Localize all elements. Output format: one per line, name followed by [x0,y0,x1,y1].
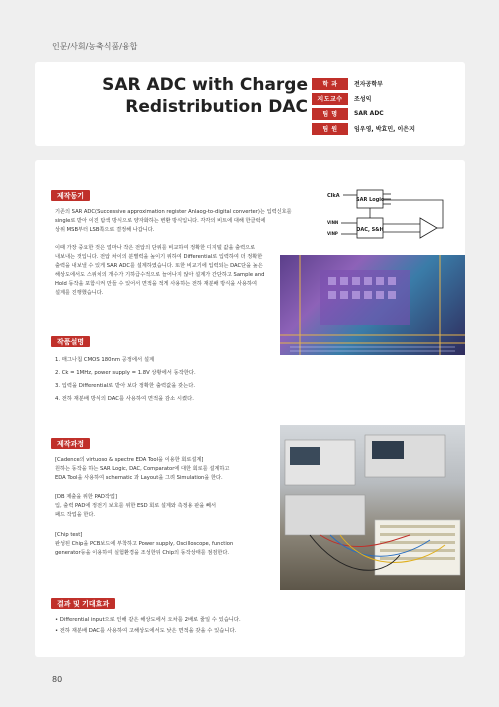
spec-item: 2. Ck = 1MHz, power supply = 1.8V 상황에서 동작한다. [55,370,196,376]
info-value: 전자공학부 [354,81,383,88]
info-key: 지도교수 [312,93,348,105]
result-item: • Differential input으로 인해 같은 해상도에서 오차를 2배로 줄일 수 있습니다. [55,617,241,623]
text-line: 이때 가장 중요한 것은 얼마나 작은 전압의 단위를 비교하여 정확한 디지털 값을 출력으로 [55,245,256,251]
vinp-label: VINP [327,231,338,236]
text-line: [DB 제출을 위한 PAD작업] [55,494,117,500]
info-row-department [312,77,462,90]
spec-item: 1. 매그나칩 CMOS 180nm 공정에서 설계 [55,357,155,363]
info-row-members [312,122,462,135]
text-line: Hold 동작을 포함시켜 만들 수 있어서 면적을 적게 사용하는 전하 재분배 방식을 사용하여 [55,281,257,287]
text-line: 내보내는 것입니다. 전압 차이의 분별력을 높이기 위하여 Differential로 입력하여 더 정확한 [55,254,263,260]
lab-setup-photo [280,425,465,590]
chip-layout-image [280,255,465,355]
info-key: 팀 원 [312,123,348,135]
text-line: [Cadence의 virtuoso & spectre EDA Tool을 이용한 회로설계] [55,457,204,463]
text-line: EDA Tool을 사용하여 schematic 과 Layout을 그려 Simulation을 한다. [55,475,223,481]
text-line: 설계를 진행했습니다. [55,290,104,296]
page-number: 80 [52,675,63,684]
header-card [35,62,465,146]
category-label: 인문/사회/농축식품/융합 [52,42,138,51]
section-heading-motivation: 제작동기 [51,190,90,201]
section-heading-results: 결과 및 기대효과 [51,598,115,609]
info-key: 팀 명 [312,108,348,120]
section-heading-spec: 작품설명 [51,336,90,347]
clock-label: ClkA [327,193,340,199]
text-line: generator등을 이용하여 실험환경을 조성한뒤 Chip의 동작상태를 점검한다. [55,550,230,556]
text-line: 출력을 내보낼 수 있게 SAR ADC를 설계하였습니다. 또한 비교기에 입력되는 DAC단을 높은 [55,263,263,269]
process-block-pad [55,493,275,520]
info-value: 조성익 [354,96,372,103]
text-line: 입, 출력 PAD에 정전기 보호를 위한 ESD 회로 설계와 측정용 판을 빼서 [55,503,216,509]
text-line: single로 받아 이진 탐색 방식으로 양자화하는 변환 방식입니다. 각각의 비트에 대해 한클럭에 [55,218,266,224]
sar-logic-label: SAR Logic [356,197,384,203]
text-line: 완성된 Chip을 PCB보드에 부착하고 Power supply, Oscilloscope, function [55,541,234,547]
text-line: 패드 작업을 한다. [55,512,96,518]
lab-photo-illustration [280,425,465,590]
section-heading-process: 제작과정 [51,438,90,449]
motivation-paragraph-1 [55,208,340,235]
text-line: 원하는 동작을 하는 SAR Logic, DAC, Comparator에 대한 회로를 설계하고 [55,466,230,472]
info-row-advisor [312,92,462,105]
page-title [102,74,308,118]
info-table [312,77,462,137]
vinn-label: VINN [327,220,339,225]
info-row-team-name [312,107,462,120]
info-key: 학 과 [312,78,348,90]
result-item: • 전하 재분배 DAC를 사용하여 고해상도에서도 낮은 면적을 갖을 수 있습니다. [55,628,237,634]
title-line-2: Redistribution DAC [125,97,308,117]
spec-item: 3. 입력을 Differential로 받아 보다 정확한 출력값을 갖는다. [55,383,196,389]
text-line: 해상도에서도 스위치의 개수가 기하급수적으로 늘어나지 않아 설계가 간단하고 Sample and [55,272,265,278]
text-line: [Chip test] [55,532,83,538]
content-card [35,160,465,657]
title-line-1: SAR ADC with Charge [102,75,308,95]
text-line: 기존의 SAR ADC(Successive approximation register Anlaog-to-digital converter)는 입력신호를 [55,209,292,215]
process-block-design [55,456,275,483]
text-line: 상위 MSB부터 LSB쪽으로 결정해 나갑니다. [55,227,155,233]
info-value: SAR ADC [354,110,384,117]
chip-layout-pattern [280,255,465,355]
spec-item: 4. 전하 재분배 방식의 DAC를 사용하여 면적을 감소 시켰다. [55,396,194,402]
info-value: 임우영, 박효민, 이은지 [354,126,415,133]
dac-label: DAC, S&H [356,227,384,233]
process-block-chip-test [55,531,275,558]
comparator-symbol [420,218,437,238]
